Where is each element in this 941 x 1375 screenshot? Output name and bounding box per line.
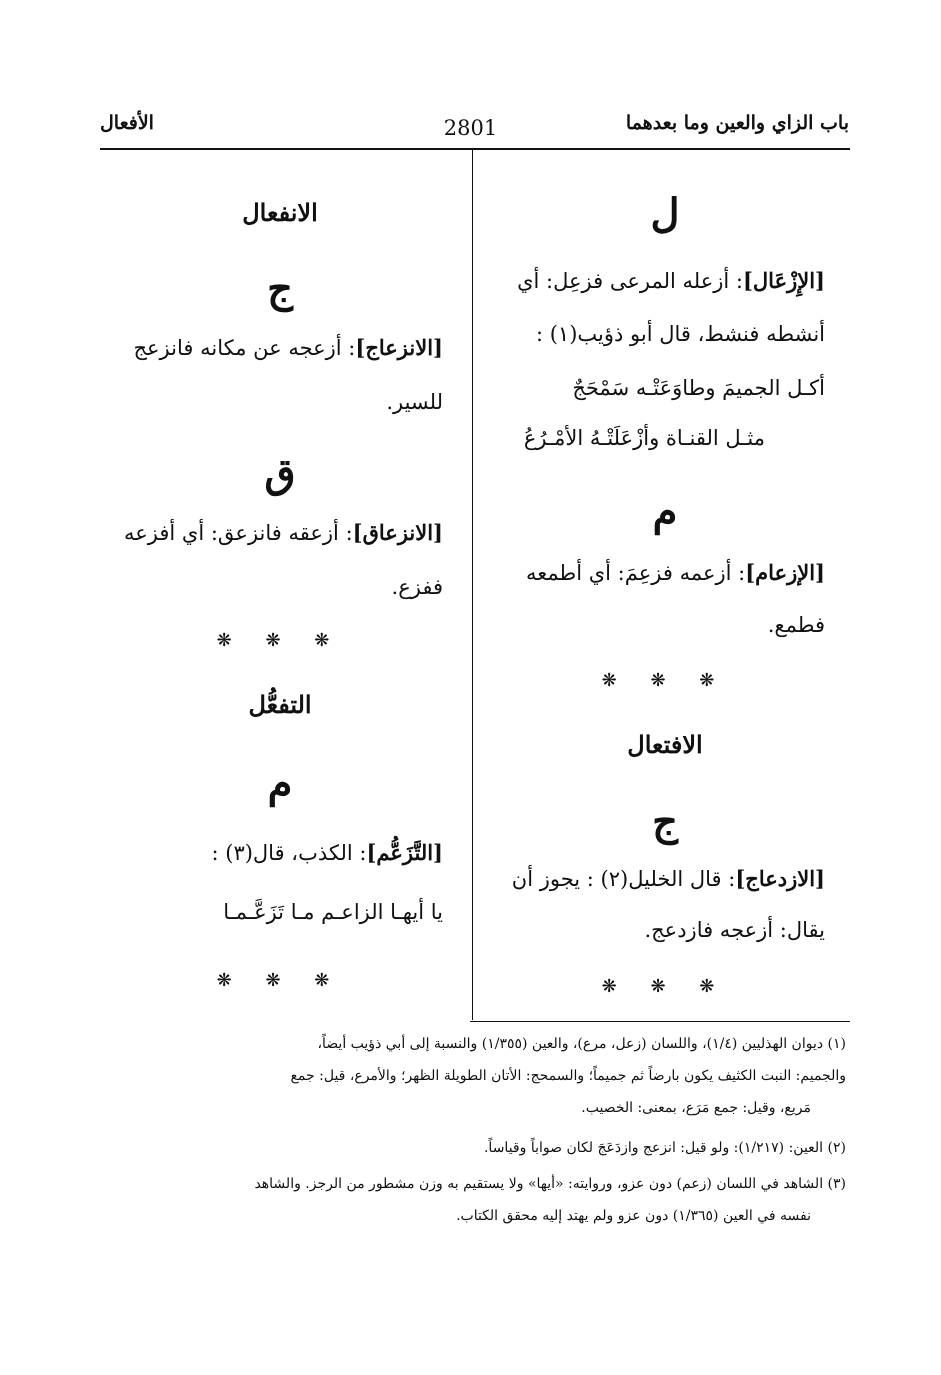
- verse-line: مثـل القنـاة وأزْعَلَتْـهُ الأمْـرُعُ: [523, 426, 765, 450]
- entry-term: [الازدعاج]: [735, 866, 825, 891]
- footnote-line: (١) ديوان الهذليين (١/٤)، واللسان (زعل، مرع)، والعين (١/٣٥٥) والنسبة إلى أبي ذؤيب أيضاً،: [317, 1036, 846, 1052]
- entry-line: [التَّزَعُّم]: الكذب، قال(٣) :: [211, 840, 443, 865]
- footnote-line: (٣) الشاهد في اللسان (زعم) دون عزو، وروايته: «أيها» ولا يستقيم به وزن مشطور من الرجز. والشاهد: [254, 1176, 846, 1192]
- footnote-line: والجميم: النبت الكثيف يكون بارضاً ثم جميماً؛ والسمحج: الأتان الطويلة الظهر؛ والأمرع، قيل: جمع: [290, 1068, 846, 1084]
- section-separator: ❋ ❋ ❋: [601, 976, 729, 997]
- entry-line: [الإِزْعَال]: أزعله المرعى فزعِل: أي: [517, 268, 825, 293]
- section-heading: الانفعال: [242, 198, 318, 227]
- entry-line: ففزع.: [391, 575, 443, 599]
- verse-line: يا أيهـا الزاعـم مـا تَزَعَّـمـا: [223, 900, 443, 924]
- entry-term: [الانزعاق]: [352, 520, 443, 545]
- entry-term: [الإِزْعَال]: [742, 268, 825, 293]
- section-separator: ❋ ❋ ❋: [601, 670, 729, 691]
- section-heading: التفعُّل: [248, 690, 312, 719]
- footnote-rule: [470, 1021, 850, 1022]
- letter-heading: ج: [267, 265, 293, 312]
- entry-line: أنشطه فنشط، قال أبو ذؤيب(١) :: [535, 322, 825, 346]
- footnote-line: نفسه في العين (١/٣٦٥) دون عزو ولم يهتد إليه محقق الكتاب.: [456, 1208, 811, 1224]
- entry-line: [الإزعام]: أزعمه فزعِمَ: أي أطمعه: [525, 560, 825, 585]
- entry-line: فطمع.: [767, 613, 825, 637]
- entry-line: [الازدعاج]: قال الخليل(٢) : يجوز أن: [511, 866, 825, 891]
- right-column: [480, 150, 850, 1020]
- entry-line: يقال: أزعجه فازدعج.: [644, 918, 825, 942]
- entry-line: للسير.: [386, 390, 443, 414]
- section-title: الأفعال: [100, 112, 154, 134]
- entry-line: [الانزعاق]: أزعقه فانزعق: أي أفزعه: [123, 520, 443, 545]
- letter-heading: م: [652, 488, 678, 535]
- entry-term: [الانزعاج]: [355, 335, 443, 360]
- section-heading: الافتعال: [627, 730, 703, 759]
- footnote-line: (٢) العين: (١/٢١٧): ولو قيل: انزعج وازدَعَجَ لكان صواباً وقياساً.: [483, 1140, 846, 1156]
- entry-line: [الانزعاج]: أزعجه عن مكانه فانزعج: [133, 335, 443, 360]
- letter-heading: ل: [650, 190, 680, 237]
- page-number: 2801: [443, 116, 498, 140]
- chapter-title: باب الزاي والعين وما بعدهما: [625, 112, 849, 134]
- footnote-line: مَريع، وقيل: جمع مَرَع، بمعنى: الخصيب.: [581, 1100, 811, 1116]
- left-column: [95, 150, 465, 1020]
- entry-term: [الإزعام]: [745, 560, 825, 585]
- column-divider: [472, 150, 473, 1020]
- letter-heading: ق: [264, 450, 296, 497]
- entry-term: [التَّزَعُّم]: [366, 840, 443, 865]
- section-separator: ❋ ❋ ❋: [216, 630, 344, 651]
- letter-heading: ج: [652, 798, 678, 845]
- verse-line: أكـل الجميمَ وطاوَعَتْـه سَمْحَجٌ: [572, 376, 825, 400]
- section-separator: ❋ ❋ ❋: [216, 970, 344, 991]
- letter-heading: م: [267, 760, 293, 807]
